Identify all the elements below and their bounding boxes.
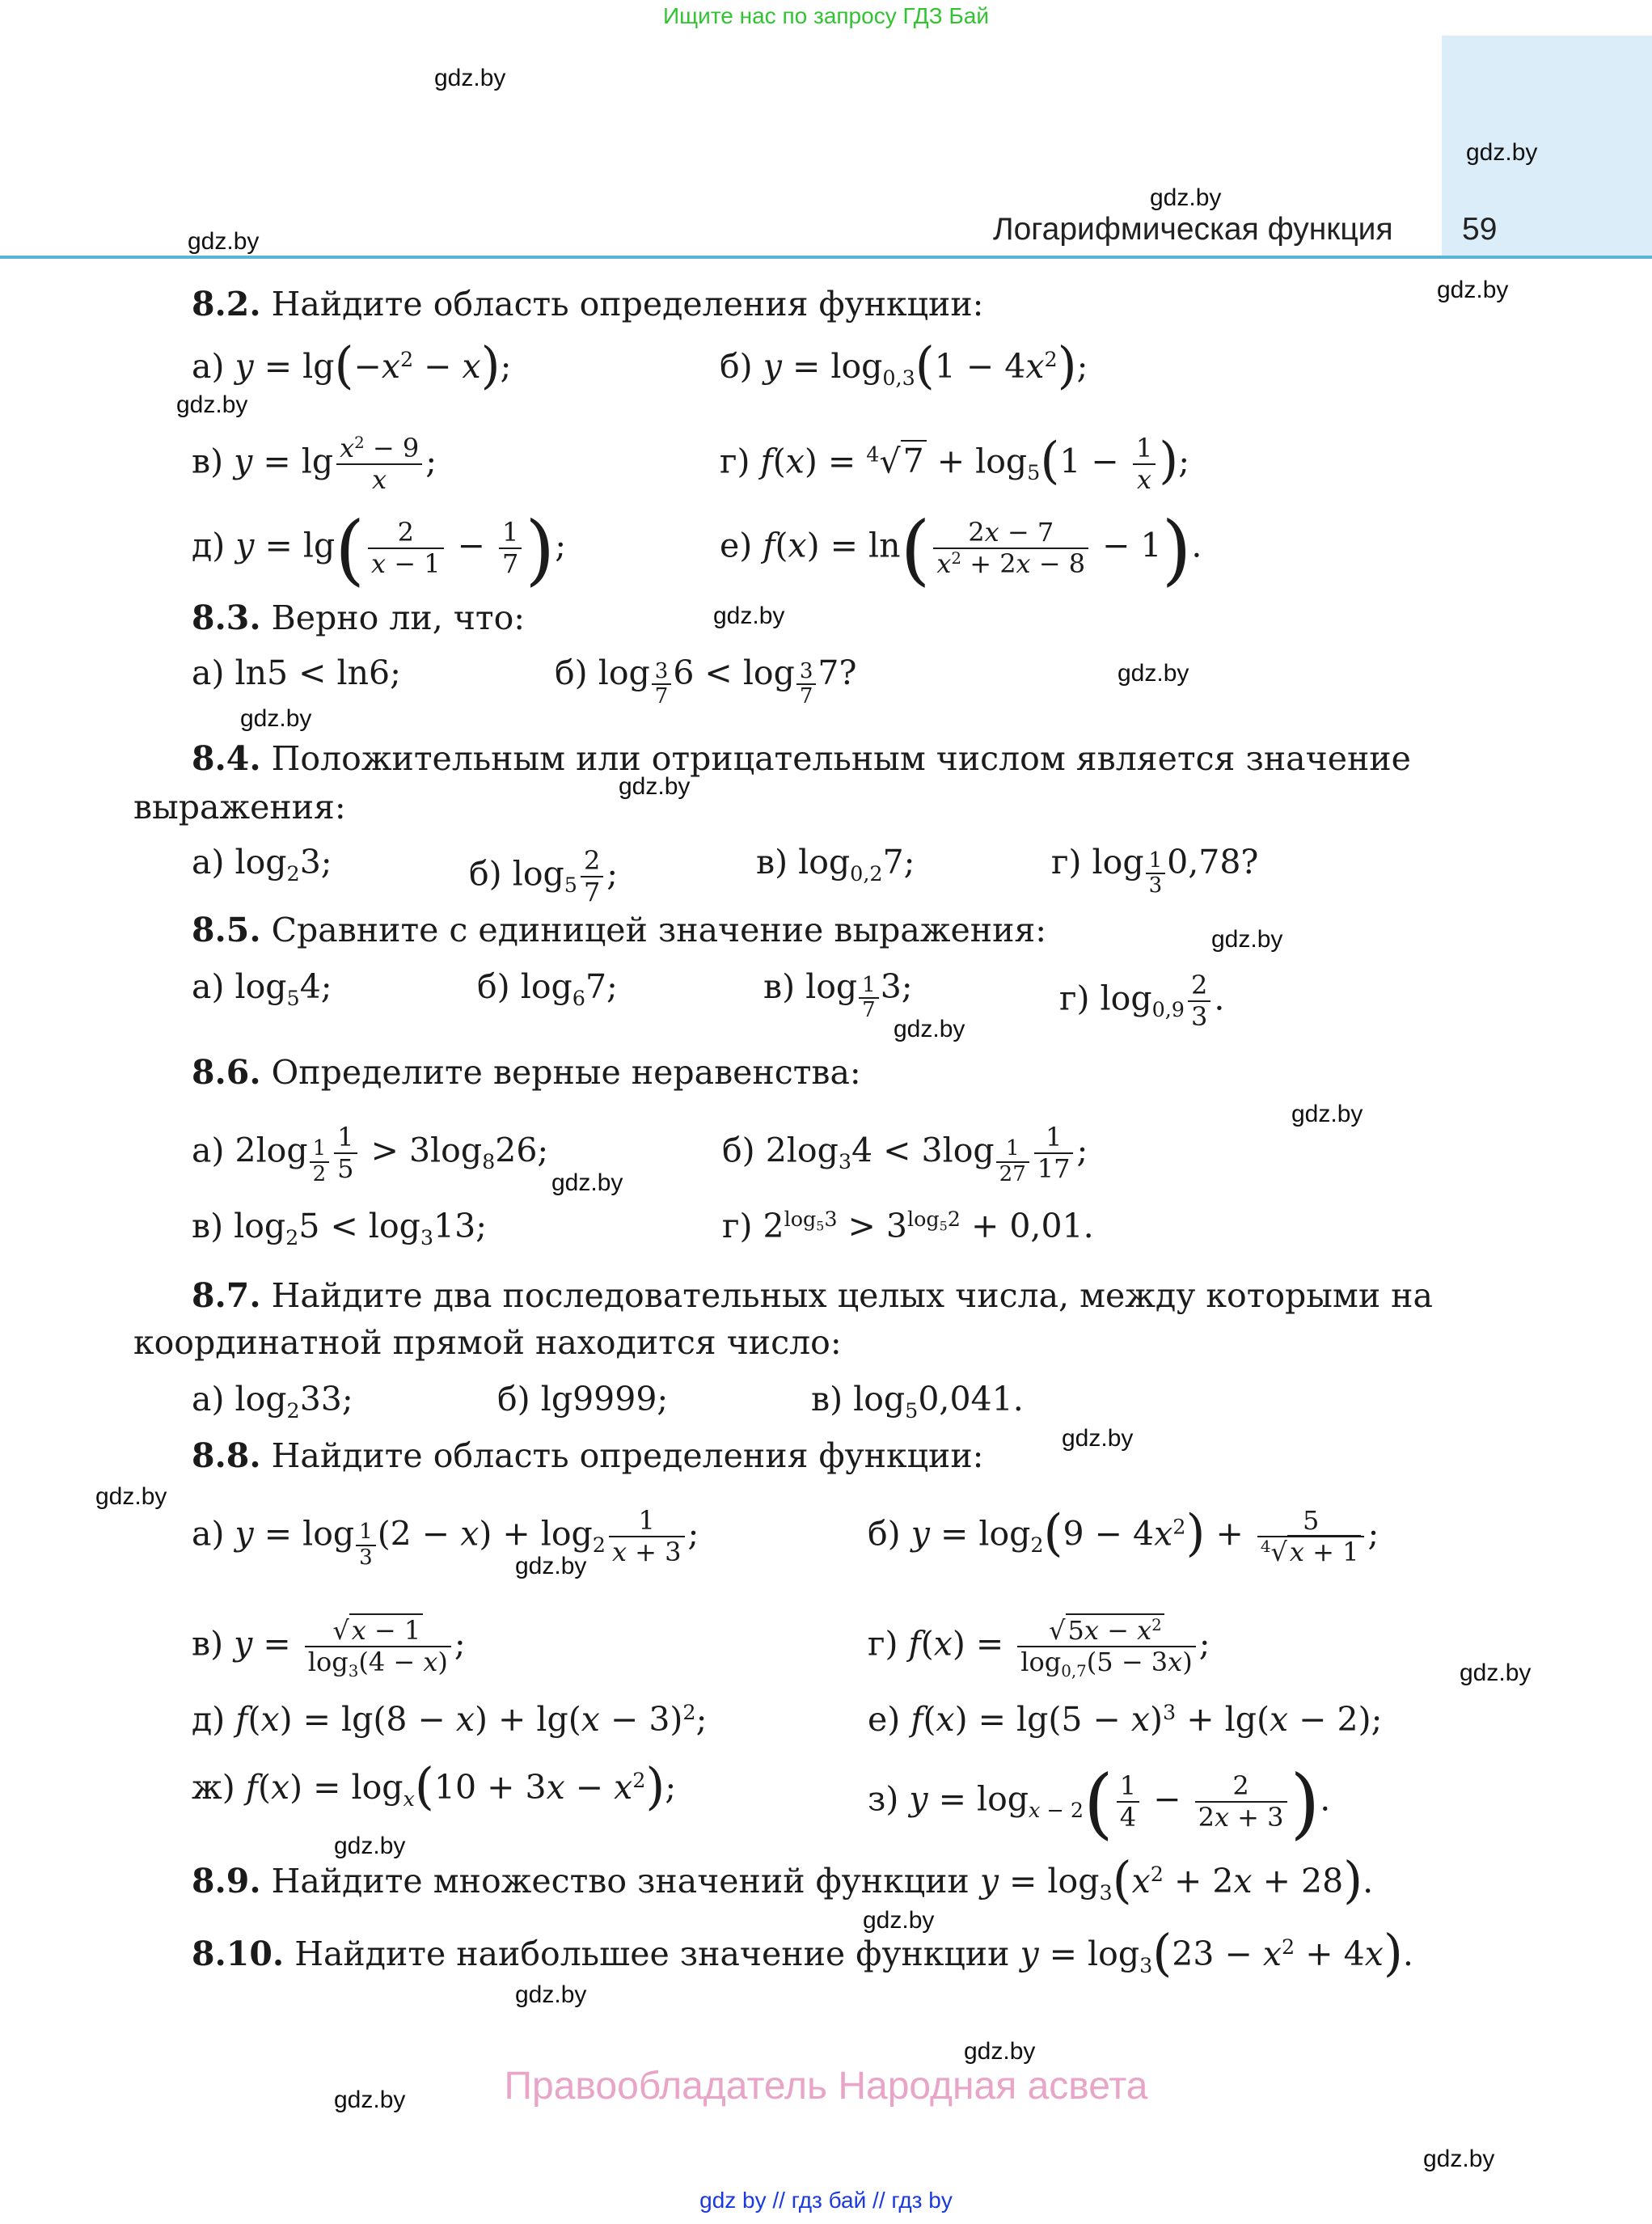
problem-8-2-g: г) $f(x) = ^4√7 + \log_5(1$ − $\frac{1}{x}$ );	[720, 431, 1190, 495]
copyright-notice: Правообладатель Народная асвета	[504, 2065, 1148, 2108]
watermark: gdz.by	[515, 1553, 587, 1579]
problem-8-2-a: а) $y = \lg(-x^2 - x)$;	[192, 336, 512, 395]
problem-8-2-heading: 8.2. Найдите область определения функции:	[192, 285, 984, 323]
running-head: Логарифмическая функция	[993, 212, 1393, 247]
watermark: gdz.by	[1291, 1101, 1363, 1127]
watermark: gdz.by	[713, 603, 785, 629]
watermark: gdz.by	[434, 65, 506, 91]
problem-8-2-b: б) $y = \log_{0,3}(1 - 4x^2)$;	[720, 336, 1088, 395]
watermark: gdz.by	[1460, 1660, 1532, 1686]
problem-8-4-heading-cont: выражения:	[133, 788, 346, 827]
page-number: 59	[1462, 212, 1498, 247]
problem-8-6-b: б) $2\log_34 < 3\log$ $\frac{1}{27}$ $\frac{1}{17}$ ;	[722, 1122, 1088, 1186]
problem-8-5-v: в) log $\frac{1}{7}$ 3;	[763, 967, 913, 1023]
footer-links[interactable]: gdz by // гдз бай // гдз by	[699, 2188, 953, 2213]
problem-8-3-heading: 8.3. Верно ли, что:	[192, 598, 526, 637]
problem-8-5-a: а) $\log_54$;	[192, 967, 332, 1010]
watermark: gdz.by	[1437, 277, 1509, 303]
problem-8-7-heading-cont: координатной прямой находится число:	[133, 1323, 842, 1362]
watermark: gdz.by	[619, 773, 691, 800]
problem-8-7-v: в) $\log_50,041$.	[811, 1380, 1024, 1423]
watermark: gdz.by	[1466, 139, 1538, 166]
problem-8-7-heading: 8.7. Найдите два последовательных целых числа, между которыми на	[192, 1276, 1433, 1315]
problem-8-4-b: б) $\log_5$ $\frac{2}{7}$ ;	[469, 845, 619, 907]
watermark: gdz.by	[176, 391, 248, 418]
problem-8-8-d: д) $f(x) = \lg(8 - x) + \lg(x - 3)^2$;	[192, 1700, 708, 1739]
watermark: gdz.by	[1150, 184, 1222, 211]
problem-8-7-a: а) $\log_233$;	[192, 1380, 353, 1423]
watermark: gdz.by	[334, 2087, 406, 2113]
top-banner[interactable]: Ищите нас по запросу ГДЗ Бай	[662, 3, 990, 28]
problem-8-8-g: г) f(x) = $\frac{√5x - x^2}{\log_{0,7}(5 - 3x)}$ ;	[868, 1615, 1210, 1681]
problem-8-6-heading: 8.6. Определите верные неравенства:	[192, 1053, 861, 1092]
problem-8-5-heading: 8.5. Сравните с единицей значение выражения:	[192, 911, 1047, 949]
problem-8-4-v: в) $\log_{0,2}7$;	[756, 843, 915, 886]
header-rule	[0, 256, 1652, 259]
problem-8-5-g: г) $\log_{0,9}$ $\frac{2}{3}$ .	[1059, 970, 1225, 1032]
problem-8-4-g: г) log $\frac{1}{3}$ 0,78?	[1051, 843, 1259, 898]
problem-8-2-d: д) y = lg( $\frac{2}{x - 1}$ − $\frac{1}{7}$ );	[192, 505, 567, 594]
watermark: gdz.by	[95, 1483, 167, 1510]
problem-8-2-v: в) y = lg $\frac{x^2 - 9}{x}$ ;	[192, 433, 437, 495]
problem-8-7-b: б) lg9999;	[497, 1380, 669, 1419]
problem-8-6-v: в) $\log_25 < \log_313$;	[192, 1207, 488, 1249]
problem-8-8-z: з) $y = \log_{x - 2}$( $\frac{1}{4}$ − $\frac{2}{2x + 3}$ ).	[868, 1758, 1331, 1848]
problem-8-3-a: а) ln5 < ln6;	[192, 653, 401, 692]
watermark: gdz.by	[1211, 926, 1283, 953]
watermark: gdz.by	[1062, 1425, 1134, 1452]
problem-8-5-b: б) $\log_67$;	[477, 967, 618, 1010]
problem-8-8-a: а) y = log $\frac{1}{3}$ $(2 - x) + \log_2$ $\frac{1}{x + 3}$ ;	[192, 1505, 699, 1570]
problem-8-9: 8.9. Найдите множество значений функции $y = \log_3(x^2 + 2x + 28)$.	[192, 1851, 1374, 1910]
problem-8-8-v: в) y = $\frac{√x - 1}{\log_3(4 - x)}$ ;	[192, 1615, 466, 1681]
problem-8-6-a: а) 2log $\frac{1}{2}$ $\frac{1}{5}$ > $3\log_826$;	[192, 1122, 549, 1186]
problem-8-3-b: б) log $\frac{3}{7}$ 6 < log $\frac{3}{7}$ 7?	[555, 653, 857, 709]
watermark: gdz.by	[334, 1833, 406, 1859]
watermark: gdz.by	[551, 1169, 623, 1196]
watermark: gdz.by	[863, 1907, 935, 1934]
problem-8-8-zh: ж) $f(x) = \log_x(10 + 3x - x^2)$;	[192, 1757, 677, 1816]
watermark: gdz.by	[240, 705, 312, 732]
watermark: gdz.by	[515, 1981, 587, 2008]
problem-8-4-a: а) $\log_23$;	[192, 843, 332, 886]
problem-8-2-e: е) f(x) = ln( $\frac{2x - 7}{x^2 + 2x - 8}$ − 1).	[720, 505, 1202, 594]
watermark: gdz.by	[188, 228, 260, 255]
problem-8-8-heading: 8.8. Найдите область определения функции:	[192, 1436, 984, 1475]
watermark: gdz.by	[1423, 2146, 1495, 2172]
problem-8-8-e: е) $f(x) = \lg(5 - x)^3 + \lg(x - 2)$;	[868, 1700, 1383, 1739]
problem-8-6-g: г) $2^{log_53} > 3^{log_52} + 0,01$.	[722, 1207, 1094, 1245]
watermark: gdz.by	[894, 1016, 965, 1042]
watermark: gdz.by	[964, 2038, 1036, 2065]
problem-8-10: 8.10. Найдите наибольшее значение функции $y = \log_3(23 - x^2 + 4x)$.	[192, 1924, 1413, 1983]
problem-8-8-b: б) $y = \log_2(9 - 4x^2)$ + $\frac{5}{^4√x + 1}$ ;	[868, 1503, 1379, 1567]
problem-8-4-heading: 8.4. Положительным или отрицательным числом является значение	[192, 739, 1411, 778]
watermark: gdz.by	[1118, 660, 1189, 687]
